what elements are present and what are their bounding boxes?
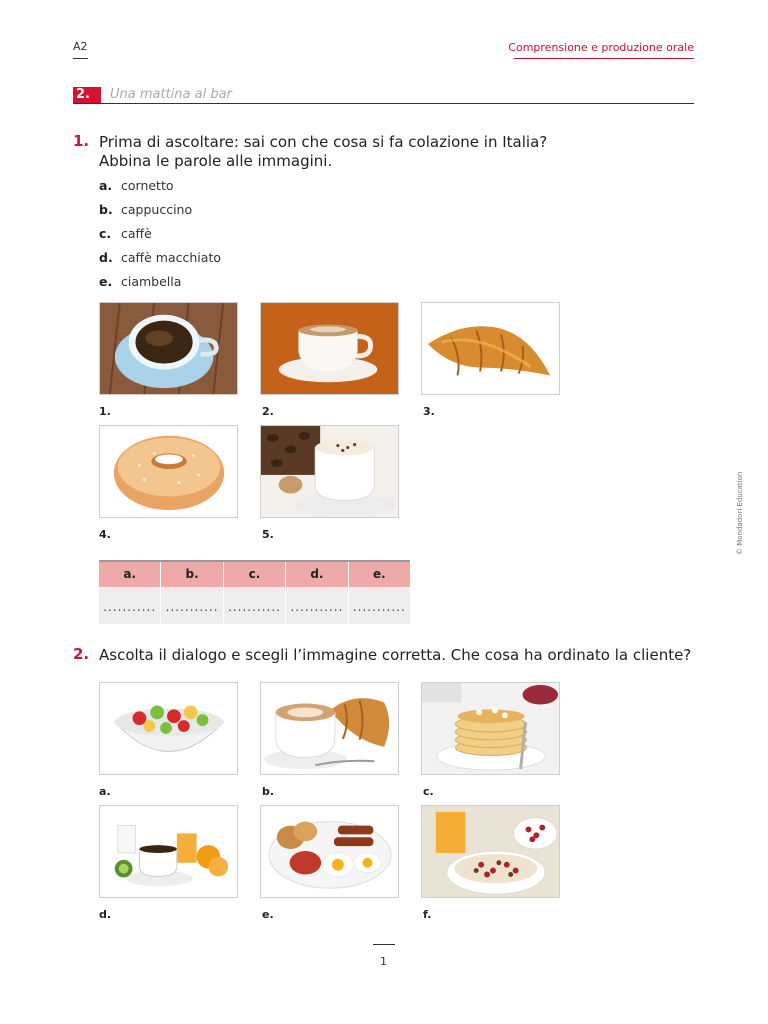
fruit-salad-image (99, 682, 238, 775)
option-letter: e. (99, 274, 113, 289)
image-caption: e. (262, 908, 274, 921)
option-a (99, 178, 174, 193)
answer-blank[interactable]: ........... (224, 587, 286, 624)
option-text: cappuccino (121, 202, 193, 217)
cappuccino-image (260, 425, 399, 518)
unit-divider (73, 103, 694, 104)
croissant-image (421, 302, 560, 395)
page-number: 1 (380, 955, 387, 968)
answer-table-header (99, 560, 410, 587)
espresso-cup-image (99, 302, 238, 395)
exercise-2-instruction: Ascolta il dialogo e scegli l’immagine corretta. Che cosa ha ordinato la cliente? (99, 646, 692, 664)
option-d (99, 250, 221, 265)
exercise-1-number: 1. (73, 132, 90, 150)
option-text: caffè macchiato (121, 250, 221, 265)
option-letter: b. (99, 202, 113, 217)
pancakes-image (421, 682, 560, 775)
option-text: ciambella (121, 274, 182, 289)
cappuccino-croissant-image (260, 682, 399, 775)
section-underline (514, 58, 694, 59)
option-e (99, 274, 181, 289)
image-caption: a. (99, 785, 111, 798)
porridge-juice-image (421, 805, 560, 898)
answer-blank[interactable]: ........... (99, 587, 161, 624)
option-letter: d. (99, 250, 113, 265)
table-header-cell: d. (286, 562, 348, 587)
page-number-rule (373, 944, 395, 945)
answer-table-row (99, 587, 410, 624)
table-header-cell: c. (224, 562, 286, 587)
option-letter: a. (99, 178, 113, 193)
level-label: A2 (73, 40, 88, 53)
coffee-orange-juice-image (99, 805, 238, 898)
image-caption: 3. (423, 405, 435, 418)
answer-blank[interactable]: ........... (161, 587, 223, 624)
donut-image (99, 425, 238, 518)
exercise-1-instruction-line2: Abbina le parole alle immagini. (99, 152, 333, 170)
option-text: caffè (121, 226, 152, 241)
image-caption: 5. (262, 528, 274, 541)
english-breakfast-image (260, 805, 399, 898)
unit-number-badge: 2. (73, 87, 101, 103)
option-b (99, 202, 192, 217)
image-caption: d. (99, 908, 112, 921)
table-header-cell: b. (161, 562, 223, 587)
macchiato-cup-image (260, 302, 399, 395)
table-header-cell: e. (372, 567, 386, 581)
option-text: cornetto (121, 178, 174, 193)
copyright-credit: © Mondadori Education (736, 471, 744, 555)
table-header-cell: a. (99, 562, 161, 587)
image-caption: f. (423, 908, 432, 921)
section-title: Comprensione e produzione orale (508, 41, 694, 54)
image-caption: 2. (262, 405, 274, 418)
image-caption: c. (423, 785, 434, 798)
image-caption: b. (262, 785, 275, 798)
answer-blank[interactable]: ........... (352, 600, 406, 614)
option-letter: c. (99, 226, 112, 241)
answer-blank[interactable]: ........... (286, 587, 348, 624)
unit-title: Una mattina al bar (110, 87, 232, 102)
level-underline (73, 58, 88, 59)
exercise-2-number: 2. (73, 645, 90, 663)
exercise-1-instruction-line1: Prima di ascoltare: sai con che cosa si fa colazione in Italia? (99, 133, 548, 151)
image-caption: 1. (99, 405, 111, 418)
image-caption: 4. (99, 528, 111, 541)
option-c (99, 226, 152, 241)
